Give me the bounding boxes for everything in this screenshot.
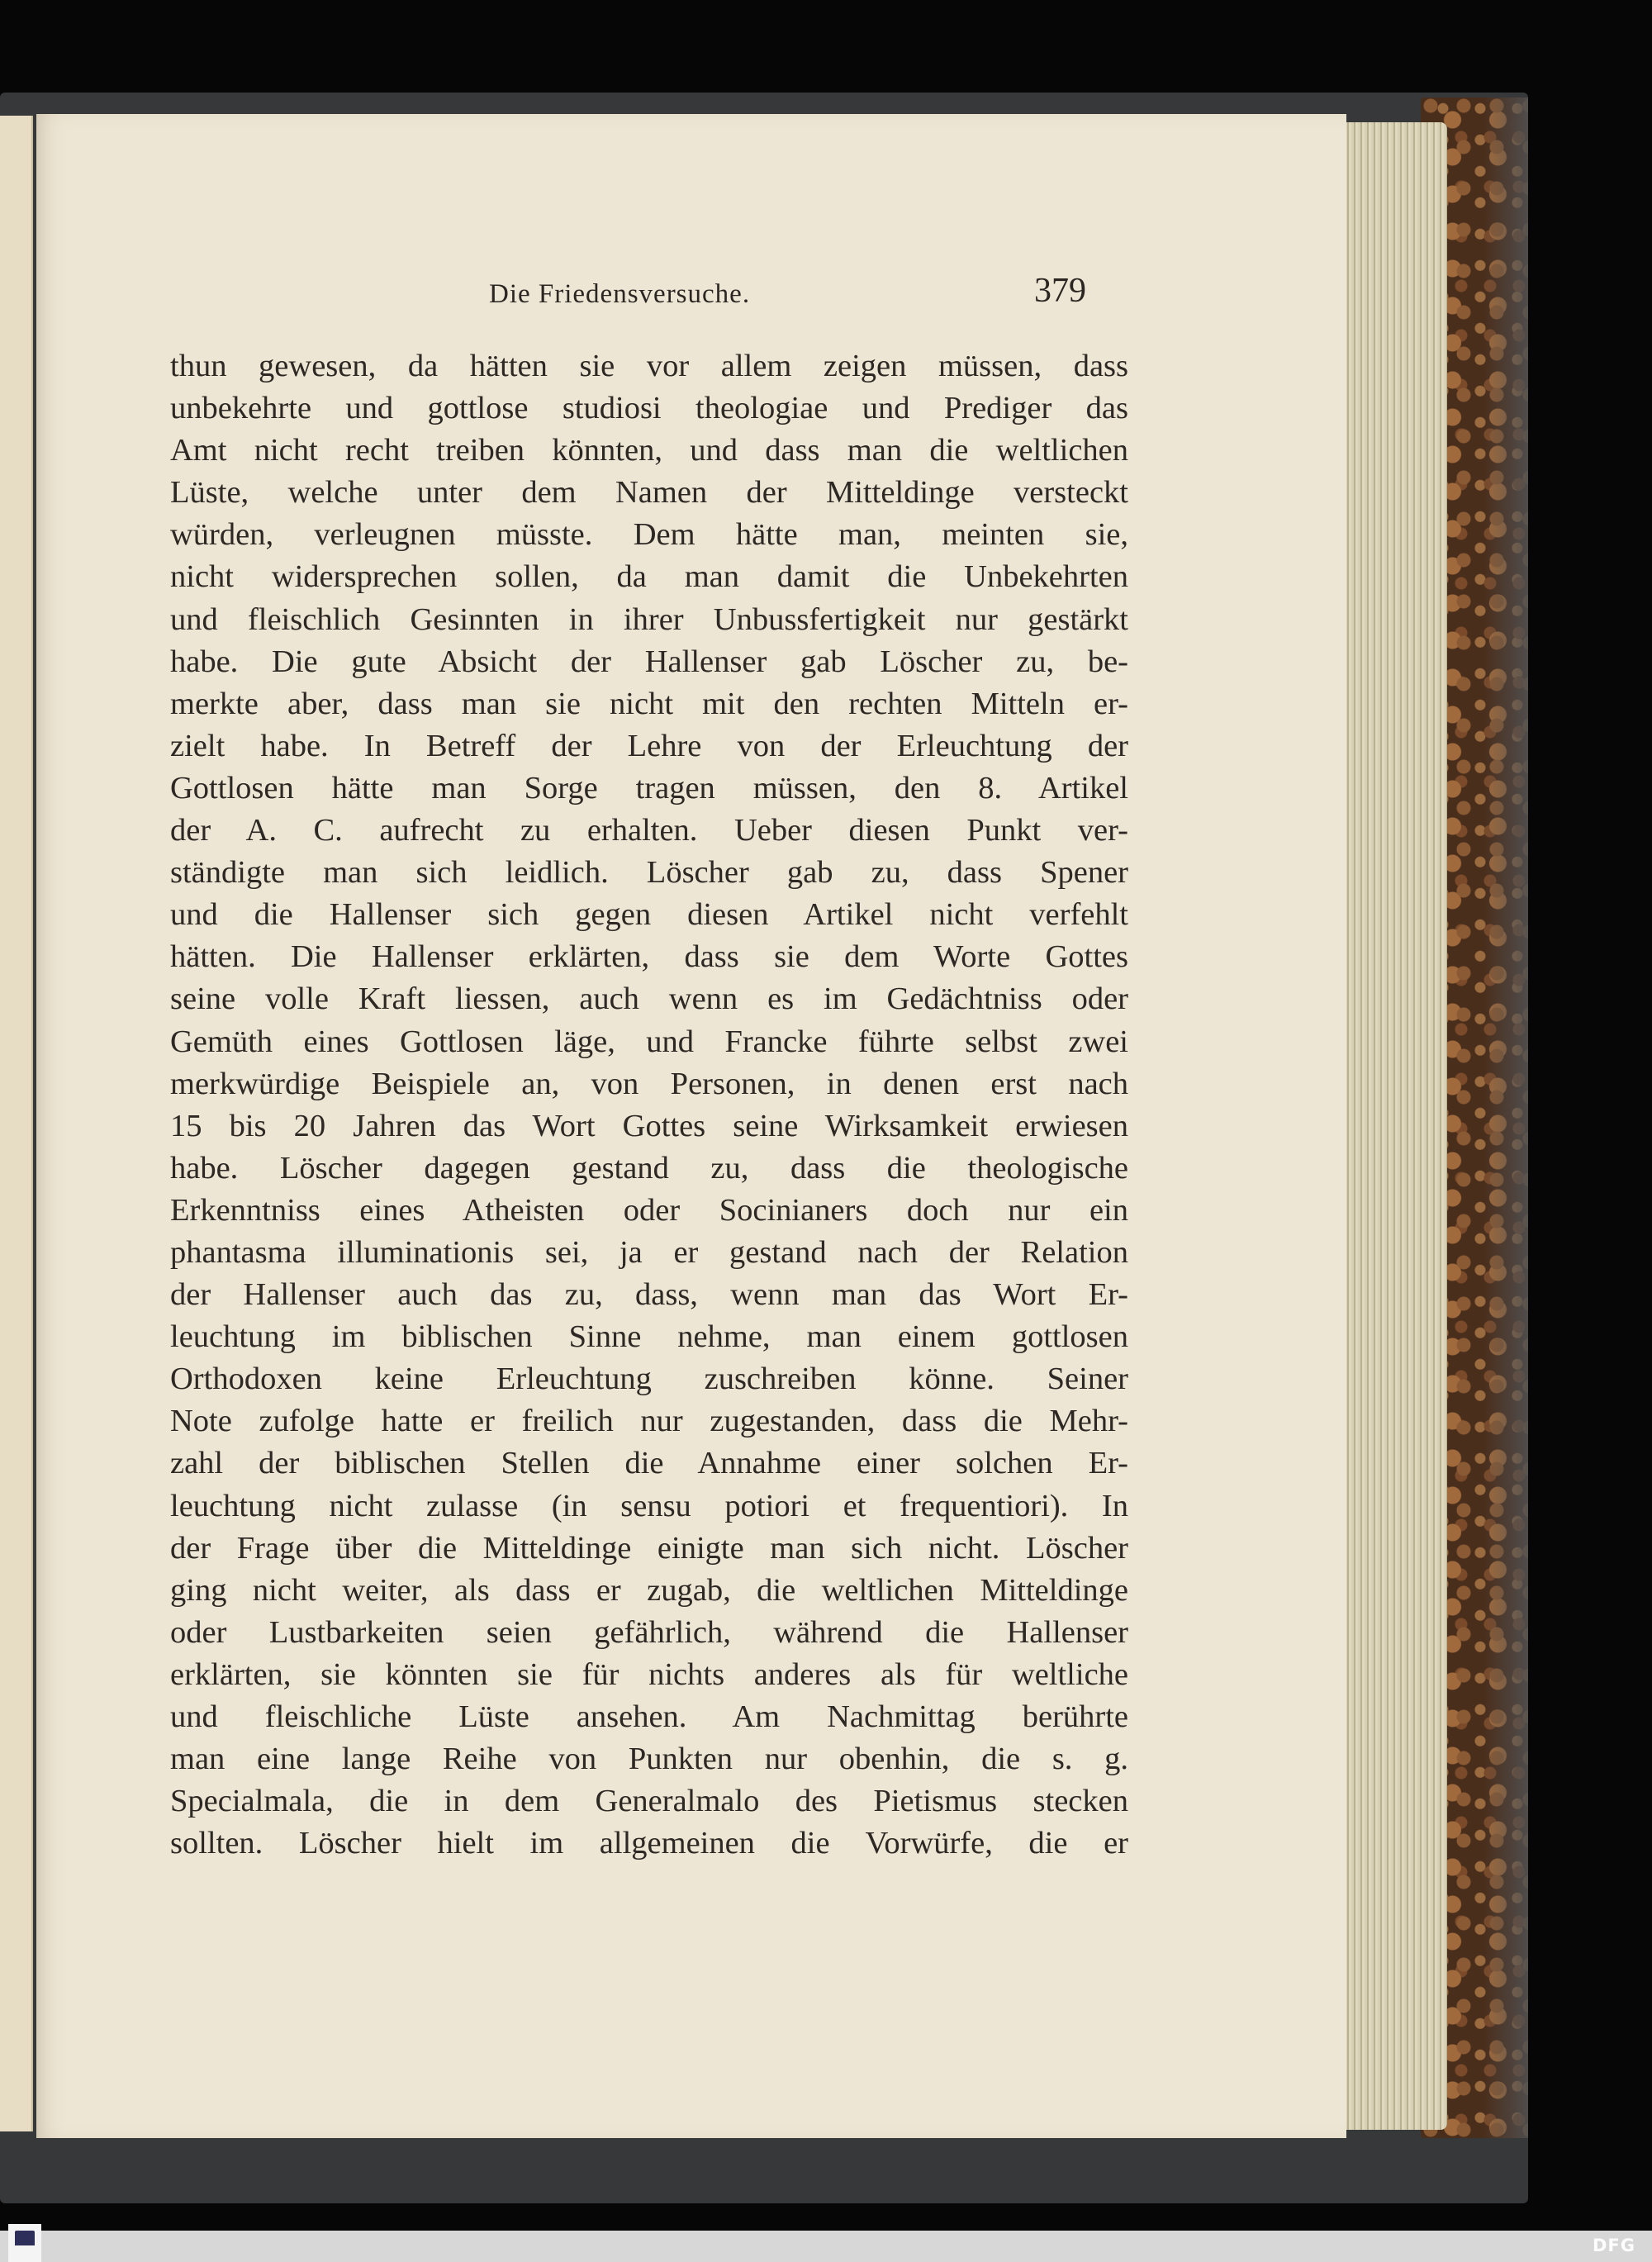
text-line: Gemüth eines Gottlosen läge, und Francke führte selbst zwei	[170, 1024, 1128, 1059]
text-line: der Frage über die Mitteldinge einigte man sich nicht. Löscher	[170, 1530, 1128, 1566]
text-line: man eine lange Reihe von Punkten nur obenhin, die s. g.	[170, 1742, 1128, 1777]
text-line: Erkenntniss eines Atheisten oder Socinianers doch nur ein	[170, 1192, 1128, 1228]
text-line: oder Lustbarkeiten seien gefährlich, während die Hallenser	[170, 1614, 1128, 1650]
text-line: würden, verleugnen müsste. Dem hätte man, meinten sie,	[170, 517, 1128, 553]
text-line: der Hallenser auch das zu, dass, wenn man das Wort Er-	[170, 1277, 1128, 1313]
text-line: Note zufolge hatte er freilich nur zugestanden, dass die Mehr-	[170, 1404, 1128, 1439]
text-line: Amt nicht recht treiben könnten, und dass man die weltlichen	[170, 433, 1128, 468]
text-line: Specialmala, die in dem Generalmalo des Pietismus stecken	[170, 1784, 1128, 1819]
text-line: unbekehrte und gottlose studiosi theologiae und Prediger das	[170, 391, 1128, 426]
text-line: ging nicht weiter, als dass er zugab, die weltlichen Mitteldinge	[170, 1572, 1128, 1608]
text-line: merkte aber, dass man sie nicht mit den rechten Mitteln er-	[170, 686, 1128, 721]
text-line: habe. Die gute Absicht der Hallenser gab Löscher zu, be-	[170, 644, 1128, 679]
dfg-logo: DFG	[1592, 2236, 1635, 2255]
text-line: Lüste, welche unter dem Namen der Mitteldinge versteckt	[170, 475, 1128, 511]
text-line: zielt habe. In Betreff der Lehre von der Erleuchtung der	[170, 728, 1128, 763]
library-logo	[8, 2224, 41, 2262]
text-line: thun gewesen, da hätten sie vor allem zeigen müssen, dass	[170, 349, 1128, 383]
text-line: und fleischlich Gesinnten in ihrer Unbussfertigkeit nur gestärkt	[170, 601, 1128, 637]
text-line: sollten. Löscher hielt im allgemeinen die Vorwürfe, die er	[170, 1826, 1128, 1861]
text-line: und fleischliche Lüste ansehen. Am Nachmittag berührte	[170, 1699, 1128, 1734]
library-logo-icon	[15, 2231, 35, 2245]
text-line: nicht widersprechen sollen, da man damit die Unbekehrten	[170, 559, 1128, 595]
cover-cloth-edge	[1454, 97, 1528, 2138]
facing-page-edge	[0, 116, 33, 2131]
text-line: leuchtung im biblischen Sinne nehme, man einem gottlosen	[170, 1319, 1128, 1355]
viewer-footer-bar	[0, 2231, 1652, 2262]
text-line: seine volle Kraft liessen, auch wenn es im Gedächtniss oder	[170, 981, 1128, 1017]
text-line: Gottlosen hätte man Sorge tragen müssen, den 8. Artikel	[170, 770, 1128, 805]
text-line: 15 bis 20 Jahren das Wort Gottes seine Wirksamkeit erwiesen	[170, 1108, 1128, 1143]
page-edges	[1338, 122, 1447, 2130]
text-line: ständigte man sich leidlich. Löscher gab zu, dass Spener	[170, 855, 1128, 891]
body-text	[170, 345, 1128, 1865]
text-line: zahl der biblischen Stellen die Annahme einer solchen Er-	[170, 1446, 1128, 1481]
book-page	[36, 114, 1346, 2138]
page-number: 379	[1034, 272, 1086, 310]
text-line: habe. Löscher dagegen gestand zu, dass die theologische	[170, 1150, 1128, 1186]
text-line: phantasma illuminationis sei, ja er gestand nach der Relation	[170, 1234, 1128, 1270]
running-title: Die Friedensversuche.	[489, 279, 751, 309]
text-line: hätten. Die Hallenser erklärten, dass sie dem Worte Gottes	[170, 939, 1128, 975]
text-line: der A. C. aufrecht zu erhalten. Ueber diesen Punkt ver-	[170, 813, 1128, 848]
text-line: Orthodoxen keine Erleuchtung zuschreiben könne. Seiner	[170, 1361, 1128, 1397]
text-line: erklärten, sie könnten sie für nichts anderes als für weltliche	[170, 1656, 1128, 1692]
text-line: leuchtung nicht zulasse (in sensu potiori et frequentiori). In	[170, 1488, 1128, 1523]
text-line: merkwürdige Beispiele an, von Personen, in denen erst nach	[170, 1066, 1128, 1101]
text-line: und die Hallenser sich gegen diesen Artikel nicht verfehlt	[170, 897, 1128, 933]
